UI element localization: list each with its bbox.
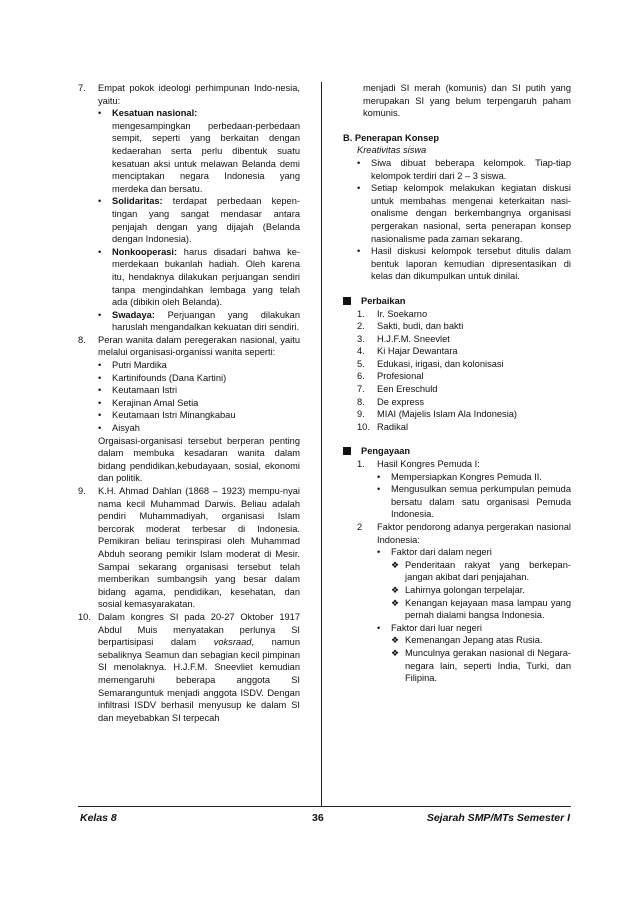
item-label: Swadaya: (112, 309, 155, 320)
list-item: • Kesatuan nasional: mengesampingkan perbedaan-perbedaan sempit, seperti yang berkaitan dengan kedaerahan serta perlu dibentuk suatu kesatuan aksi untuk melawan Belanda demi menciptakan negara Indonesia yang merdeka dan bersatu. (98, 108, 300, 194)
list-item: ❖ Munculnya gerakan nasional di Negara-negara lain, seperti India, Turki, dan Filipina. (391, 647, 571, 684)
square-bullet-icon (343, 447, 351, 455)
continuation-text: menjadi SI merah (komunis) dan SI putih yang merupakan SI yang belum terpengaruh paham komunis. (363, 83, 571, 119)
right-column (343, 82, 571, 685)
question-number: 8. (78, 334, 86, 345)
list-item: 4. Ki Hajar Dewantara (357, 346, 458, 357)
list-item: ❖ Kenangan kejayaan masa lampau yang pernah dialami bangsa Indonesia. (391, 597, 571, 621)
diamond-bullet-icon: ❖ (391, 584, 400, 595)
section-b (343, 132, 571, 283)
list-item: • Solidaritas: terdapat perbedaan kepen-tingan yang sangat mendasar antara penjajah dengan yang dijajah (Belanda dengan Indonesia). (98, 196, 300, 245)
question-number: 9. (78, 486, 86, 496)
list-item: 5. Edukasi, irigasi, dan kolonisasi (357, 358, 504, 369)
footer-rule (78, 806, 571, 807)
list-item: • Faktor dari luar negeri ❖ Kemenangan Jepang atas Rusia. ❖ Munculnya gerakan nasional di Negara-negara lain, seperti India, Turki, dan Filipina. (377, 622, 571, 684)
item-label: Kesatuan nasional: (112, 108, 198, 119)
list-item: 7. Een Ereschuld (357, 384, 438, 395)
question-number: 10. (78, 611, 91, 622)
list-item: 3. H.J.F.M. Sneevlet (357, 333, 450, 344)
list-item: 1. Hasil Kongres Pemuda I: • Mempersiapkan Kongres Pemuda II. • Mengusulkan semua perkumpulan pemuda bersatu dalam satu organisasi Pemuda Indonesia. (357, 459, 571, 520)
list-item: ❖ Kemenangan Jepang atas Rusia. (391, 635, 543, 646)
column-divider (321, 82, 322, 806)
question-text: Peran wanita dalam peregerakan nasional, yaitu melalui organisasi-organissi wanita seperti: (98, 334, 300, 358)
list-item: 6. Profesional (357, 371, 424, 382)
item-label: Solidaritas: (112, 196, 163, 207)
section-pengayaan (343, 445, 571, 684)
question-text: Dalam kongres SI pada 20-27 Oktober 1917 Abdul Muis menyatakan perlunya SI berpartisipasi dalam voksraad, namun sebaliknya Seamun dan sebagian kecil pimpinan SI menolaknya. H.J.F.M. Sneevliet kemudian memengaruhi beberapa anggota SI Semaranguntuk menjadi anggota ISDV. Dengan infiltrasi ISDV berhasil menyusup ke dalam SI dan meyebabkan SI terpecah (98, 611, 301, 723)
list-item: • Mempersiapkan Kongres Pemuda II. (377, 471, 542, 482)
diamond-bullet-icon: ❖ (391, 647, 400, 658)
list-item: 2 Faktor pendorong adanya pergerakan nasional Indonesia: • Faktor dari dalam negeri ❖ Penderitaan rakyat yang berkepan-jangan akibat dari penjajahan. ❖ Lahirnya golongan terpelajar. ❖ Kenangan kejayaan masa lampau yang pernah dialami bangsa Indonesia. • Faktor dari luar negeri ❖ Kemenangan Jepang atas Rusia. ❖ Munculnya gerakan nasional di Negara-negara lain, seperti India, Turki, dan Filipina. (357, 522, 571, 684)
list-item: • Setiap kelompok melakukan kegiatan diskusi untuk membahas mengenai keterkaitan nasi-onalisme dengan berkembangnya organisasi pergerakan nasional, serta penerapan konsep nasionalisme pada zaman sekarang. (357, 183, 571, 244)
list-item: • Swadaya: Perjuangan yang dilakukan haruslah mengandalkan kekuatan diri sendiri. (98, 309, 300, 333)
list-item: 2. Sakti, budi, dan bakti (357, 321, 464, 332)
list-item: • Keutamaan Istri Minangkabau (98, 410, 236, 421)
question-closing: Orgaisasi-organisasi tersebut berperan penting dalam membuka kesadaran wanita dalam bidang pendidikan,kebudayaan, sosial, ekonomi dan politik. (98, 435, 300, 484)
item-text: Perjuangan yang dilakukan haruslah mengandalkan kekuatan diri sendiri. (112, 309, 300, 333)
diamond-bullet-icon: ❖ (391, 635, 400, 646)
list-item: • Hasil diskusi kelompok tersebut ditulis dalam bentuk laporan kemudian dipresentasikan di kelas dan dikumpulkan untuk dinilai. (357, 246, 571, 282)
list-item: • Aisyah (98, 423, 140, 434)
question-8 (78, 334, 300, 485)
list-item: • Putri Mardika (98, 360, 167, 371)
list-item: • Nonkooperasi: harus disadari bahwa ke-merdekaan bukanlah hadiah. Oleh karena itu, hendaknya dilakukan perjuangan sendiri tanpa mengindahkan lembaga yang telah ada (dibikin oleh Belanda). (98, 246, 300, 308)
answer-list (343, 308, 571, 434)
diamond-bullet-icon: ❖ (391, 559, 400, 570)
list-item: 10. Radikal (357, 421, 409, 432)
diamond-bullet-icon: ❖ (391, 597, 400, 608)
item-text: terdapat perbedaan kepen-tingan yang sangat mendasar antara penjajah dengan yang dijajah (Belanda dengan Indonesia). (112, 196, 300, 245)
item-text: mengesampingkan perbedaan-perbedaan sempit, seperti yang berkaitan dengan kedaerahan serta perlu dibentuk suatu kesatuan aksi untuk melawan Belanda demi menciptakan negara Indonesia yang merdeka dan bersatu. (112, 120, 300, 194)
list-item: ❖ Lahirnya golongan terpelajar. (391, 584, 525, 595)
question-number: 7. (78, 83, 86, 93)
question-10 (78, 611, 300, 724)
item-label: Nonkooperasi: (112, 246, 178, 257)
question-text: Empat pokok ideologi perhimpunan Indo-nesia, yaitu: (98, 83, 300, 106)
question-9 (78, 485, 300, 611)
section-heading: Pengayaan (343, 445, 571, 458)
list-item: 8. De express (357, 396, 425, 407)
section-heading: Perbaikan (343, 295, 571, 308)
list-item: • Faktor dari dalam negeri ❖ Penderitaan rakyat yang berkepan-jangan akibat dari penjajahan. ❖ Lahirnya golongan terpelajar. ❖ Kenangan kejayaan masa lampau yang pernah dialami bangsa Indonesia. (377, 547, 571, 621)
item-text: harus disadari bahwa ke-merdekaan bukanlah hadiah. Oleh karena itu, hendaknya dilakukan perjuangan sendiri tanpa mengindahkan lembaga yang telah ada (dibikin oleh Belanda). (112, 246, 300, 308)
page-number: 36 (312, 812, 324, 824)
list-item: 9. MIAI (Majelis Islam Ala Indonesia) (357, 409, 518, 420)
section-subheading: Kreativitas siswa (357, 145, 427, 156)
list-item: • Kartinifounds (Dana Kartini) (98, 372, 227, 383)
list-item: • Kerajinan Amal Setia (98, 397, 199, 408)
list-item: • Keutamaan Istri (98, 385, 178, 396)
list-item: • Siwa dibuat beberapa kelompok. Tiap-tiap kelompok terdiri dari 2 – 3 siswa. (357, 157, 571, 181)
question-7 (78, 82, 300, 334)
square-bullet-icon (343, 297, 351, 305)
question-text: K.H. Ahmad Dahlan (1868 – 1923) mempu-nyai nama kecil Muhammad Darwis. Beliau adalah pendiri Muhammadiyah, organisasi Islam bercorak moderat terbesar di Indonesia. Pemikiran beliau terinspirasi oleh Muhammad Abduh seorang pemikir Islam moderat di Mesir. Sampai sekarang organisasi tersebut telah memberikan sumbangsih yang besar dalam bidang agama, pendidikan, kesehatan, dan sosial kemasyarakatan. (98, 486, 300, 610)
footer-class: Kelas 8 (80, 812, 117, 824)
section-perbaikan (343, 295, 571, 434)
section-heading: B. Penerapan Konsep (343, 132, 440, 143)
list-item: • Mengusulkan semua perkumpulan pemuda bersatu dalam satu organisasi Pemuda Indonesia. (377, 484, 571, 520)
list-item: 1. Ir. Soekarno (357, 308, 428, 319)
left-column (78, 82, 300, 724)
footer-book-title: Sejarah SMP/MTs Semester I (426, 812, 570, 824)
list-item: ❖ Penderitaan rakyat yang berkepan-jangan akibat dari penjajahan. (391, 559, 571, 583)
